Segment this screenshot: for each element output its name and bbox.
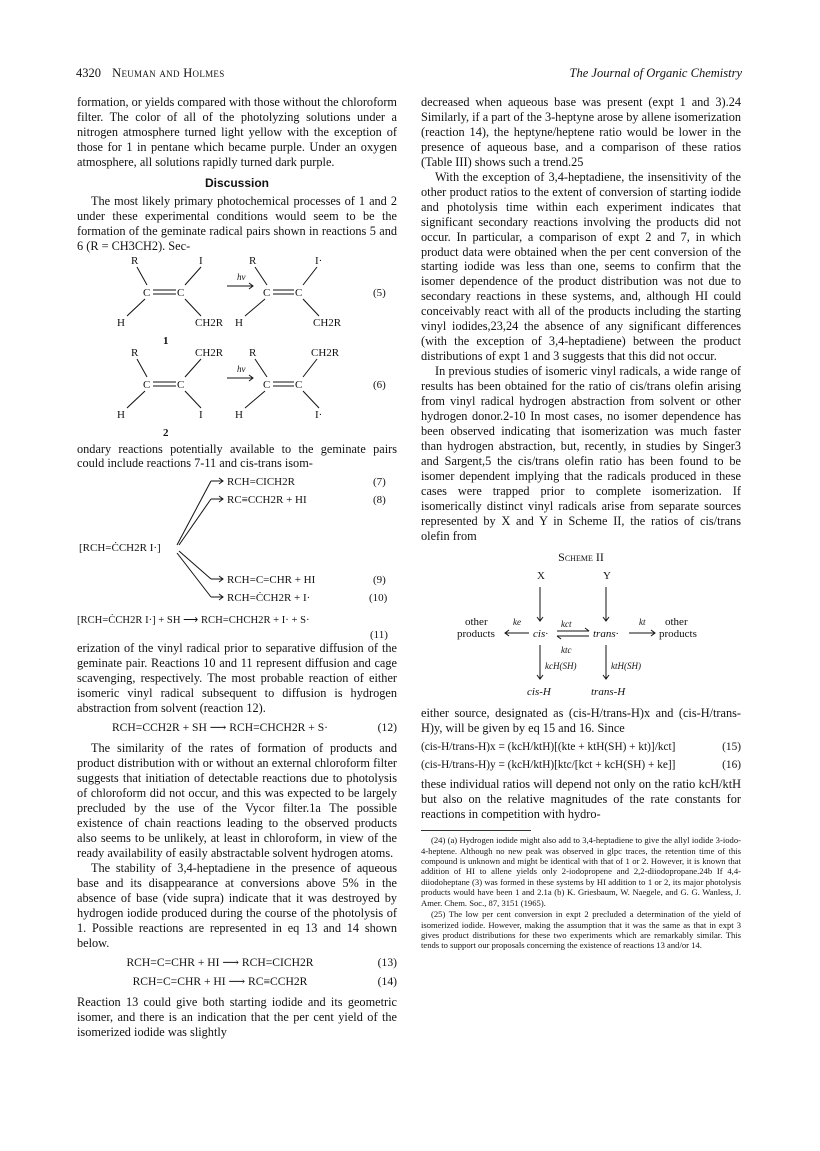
paragraph: The most likely primary photochemical processes of 1 and 2 under these experimental conditions would seem to be the formation of the geminate radical pairs shown in reactions 5 and 6 (R = CH3CH2). Sec- [77, 193, 397, 253]
paragraph: The similarity of the rates of formation of products and product distribution with or without an external chloroform filter suggests that initiation of detectable reactions due to photolysis of chloroform did not occur, and this was expected to be largely precluded by the use of the Vycor filter.1a The possible existence of chain reactions leading to the observed products also seems to be unlikely, at least in chloroform, in view of the ready availability of easily abstractable solvent hydrogen atoms. [77, 741, 397, 860]
reactions-7-11 [77, 471, 397, 641]
substituent: I [199, 254, 203, 267]
trans-radical: trans· [593, 627, 619, 640]
products-label: products [457, 627, 495, 640]
atom: C [177, 378, 185, 391]
page-number: 4320 [76, 66, 101, 80]
reaction-branch-diagram [77, 471, 397, 641]
substituent: CH2R [313, 316, 342, 329]
equation-14 [77, 975, 397, 990]
equation-13 [77, 956, 397, 971]
substituent: R [131, 346, 139, 359]
hv-label: hν [237, 271, 246, 282]
paragraph: these individual ratios will depend not only on the ratio kcH/ktH but also on the relative magnitudes of the rate constants for reactions in competition with hydro- [421, 777, 741, 822]
rate-constant: ke [513, 616, 521, 627]
hv-label: hν [237, 363, 246, 374]
atom: C [143, 378, 151, 391]
running-header-left [76, 66, 225, 81]
footnote-rule [421, 830, 531, 831]
footnote-24: (24) (a) Hydrogen iodide might also add to 3,4-heptadiene to give the allyl iodide 3-iodo-4-heptene. Although no new peak was observed in glpc traces, the retention time of this compound is unknown and might be identical with that of 1 or 2. However, it is known that addition of HI to allene yields only 2-iodopropene and 2,2-diiodopropane.24b If 4,4-diiodoheptane (3) was formed in these systems by HI addition to 1 or 2, its major photolysis products would have been 1 and 2.1a (b) K. Griesbaum, W. Naegele, and G. G. Wanless, J. Amer. Chem. Soc., 87, 3151 (1965). [421, 835, 741, 908]
right-column [421, 95, 741, 952]
equation-text: (cis-H/trans-H)x = (kcH/ktH)[(kte + ktH(SH) + kt)]/kct] [421, 740, 676, 753]
equation-16 [421, 758, 741, 773]
reaction-6 [77, 346, 397, 438]
paragraph: either source, designated as (cis-H/trans-H)x and (cis-H/trans-H)y, will be given by eq 15 and 16. Since [421, 705, 741, 735]
scheme-ii-diagram [421, 565, 741, 700]
substituent: I· [315, 254, 323, 267]
substituent: R [249, 346, 257, 359]
atom: C [295, 286, 303, 299]
product-7: RCH=CICH2R [227, 476, 295, 489]
trans-h-product: trans-H [591, 685, 626, 698]
equation-number: (15) [722, 740, 741, 753]
substituent: CH2R [195, 316, 224, 329]
atom: C [177, 286, 185, 299]
source-x: X [537, 569, 545, 582]
running-journal-title: The Journal of Organic Chemistry [569, 66, 742, 80]
reaction-5 [77, 254, 397, 346]
equation-15 [421, 740, 741, 755]
cis-h-product: cis-H [527, 685, 551, 698]
other-label: other [465, 615, 488, 628]
rate-constant: ktc [561, 644, 572, 655]
products-label: products [659, 627, 697, 640]
reaction-11: [RCH=ĊCH2R I·] + SH ⟶ RCH=CHCH2R + I· + S· [77, 615, 310, 627]
equation-text: (cis-H/trans-H)y = (kcH/ktH)[ktc/[kct + kcH(SH) + ke]] [421, 759, 676, 772]
equation-number: (13) [377, 955, 397, 969]
substituent: H [235, 316, 243, 329]
atom: C [295, 378, 303, 391]
equation-number: (14) [377, 975, 397, 989]
reaction-number: (6) [373, 378, 386, 391]
substituent: H [117, 316, 125, 329]
substituent: CH2R [195, 346, 224, 359]
reaction-number: (11) [370, 629, 388, 642]
compound-label: 1 [163, 334, 169, 346]
cis-radical: cis· [533, 627, 548, 640]
scheme-ii [421, 550, 741, 700]
paragraph: With the exception of 3,4-heptadiene, the insensitivity of the other product ratios to the extent of conversion of starting iodide and photolysis time within each experiment indicates that significant secondary reactions involving the products did not occur. In particular, a comparison of expt 2 and 7, in which product data were obtained when the per cent conversion of the starting iodide was less than one, seems to confirm that the isomer dependence of the product distribution was not due to secondary reactions in these systems, and, although HI could conceivably react with all of the products including the starting vinyl iodides,23,24 the absence of any significant differences (with the exception of 3,4-heptadiene) between the product distributions of expt 1 and 3 suggests that this did not occur. [421, 169, 741, 364]
reaction-number: (5) [373, 286, 386, 299]
paragraph: ondary reactions potentially available to the geminate pairs could include reactions 7-11 and cis-trans isom- [77, 441, 397, 471]
equation-number: (16) [722, 759, 741, 772]
reaction-number: (10) [369, 592, 388, 605]
paragraph: erization of the vinyl radical prior to separative diffusion of the geminate pair. Reactions 10 and 11 represent diffusion and cage scavenging, respectively. The most probable reaction of either isomeric vinyl radical subsequent to diffusion is hydrogen abstraction from solvent (reaction 12). [77, 641, 397, 716]
rate-constant: ktH(SH) [611, 660, 641, 671]
section-heading: Discussion [204, 175, 270, 190]
equation-text: RCH=C=CHR + HI ⟶ RC≡CCH2R [132, 975, 308, 989]
paragraph: decreased when aqueous base was present (expt 1 and 3).24 Similarly, if a part of the 3-heptyne arose by allene isomerization (reaction 14), the heptyne/heptene ratio would be lower in the presence of aqueous base, and a comparison of these ratios (Table III) shows such a trend.25 [421, 95, 741, 169]
footnote-25: (25) The low per cent conversion in expt 2 precluded a determination of the yield of isomerized iodide. However, making the assumption that it was the same as that in expt 3 gives product distributions for these two experiments which are remarkably similar. This tends to support our proposals concerning the existence of reactions 13 and/or 14. [421, 909, 741, 951]
other-label: other [665, 615, 688, 628]
paragraph: The stability of 3,4-heptadiene in the presence of aqueous base and its disappearance at conversions above 5% in the absence of base (vide supra) indicate that it was destroyed by hydrogen iodide produced during the course of the photolysis of 1. Possible reactions are represented in eq 13 and 14 shown below. [77, 860, 397, 950]
paragraph: Reaction 13 could give both starting iodide and its geometric isomer, and there is an indication that the per cent yield of the isomerized iodide was slightly [77, 995, 397, 1040]
substituent: I [199, 408, 203, 421]
source-y: Y [603, 569, 611, 582]
rate-constant: kt [639, 616, 646, 627]
substituent: R [249, 254, 257, 267]
substituent: R [131, 254, 139, 267]
left-column [77, 95, 397, 1040]
scheme-title: Scheme II [558, 549, 604, 564]
equation-number: (12) [377, 721, 397, 735]
rate-constant: kcH(SH) [545, 660, 577, 671]
product-9: RCH=C=CHR + HI [227, 574, 316, 587]
substituent: H [235, 408, 243, 421]
atom: C [263, 286, 271, 299]
equation-text: RCH=CCH2R + SH ⟶ RCH=CHCH2R + S· [111, 721, 329, 735]
footnotes [421, 830, 741, 950]
substituent: H [117, 408, 125, 421]
reaction-6-structure [77, 346, 397, 438]
atom: C [143, 286, 151, 299]
substituent: CH2R [311, 346, 340, 359]
reaction-5-structure [77, 254, 397, 346]
equation-text: RCH=C=CHR + HI ⟶ RCH=CICH2R [126, 955, 314, 969]
substituent: I· [315, 408, 323, 421]
product-8: RC≡CCH2R + HI [227, 494, 307, 507]
reaction-number: (7) [373, 476, 386, 489]
compound-label: 2 [163, 426, 169, 438]
reaction-number: (9) [373, 574, 386, 587]
geminate-pair: [RCH=ĊCH2R I·] [79, 542, 161, 555]
running-authors: Neuman and Holmes [112, 66, 225, 80]
equation-12 [77, 721, 397, 736]
paragraph: formation, or yields compared with those without the chloroform filter. The color of all of the photolyzing solutions under a nitrogen atmosphere turned light yellow with the exception of those for 1 in pentane which became purple. Under an oxygen atmosphere, all solutions rapidly turned dark purple. [77, 95, 397, 169]
rate-constant: kct [561, 618, 572, 629]
product-10: RCH=ĊCH2R + I· [227, 592, 311, 605]
reaction-number: (8) [373, 494, 386, 507]
atom: C [263, 378, 271, 391]
paragraph: In previous studies of isomeric vinyl radicals, a wide range of results has been obtained for the ratio of cis/trans olefin arising from vinyl radical hydrogen abstraction from solvent or other hydrogen donor.2-10 In most cases, no isomer dependence has been observed indicating that isomerization was much faster than hydrogen abstraction, but, recently, in studies by Singer3 and Sargent,5 the cis/trans olefin ratio has been found to be isomer dependent implying that the radicals produced in these cases were trapped prior to complete isomerization. If isomerically distinct vinyl radicals arise from separate sources represented by X and Y in Scheme II, the ratios of cis/trans olefin from [421, 364, 741, 543]
